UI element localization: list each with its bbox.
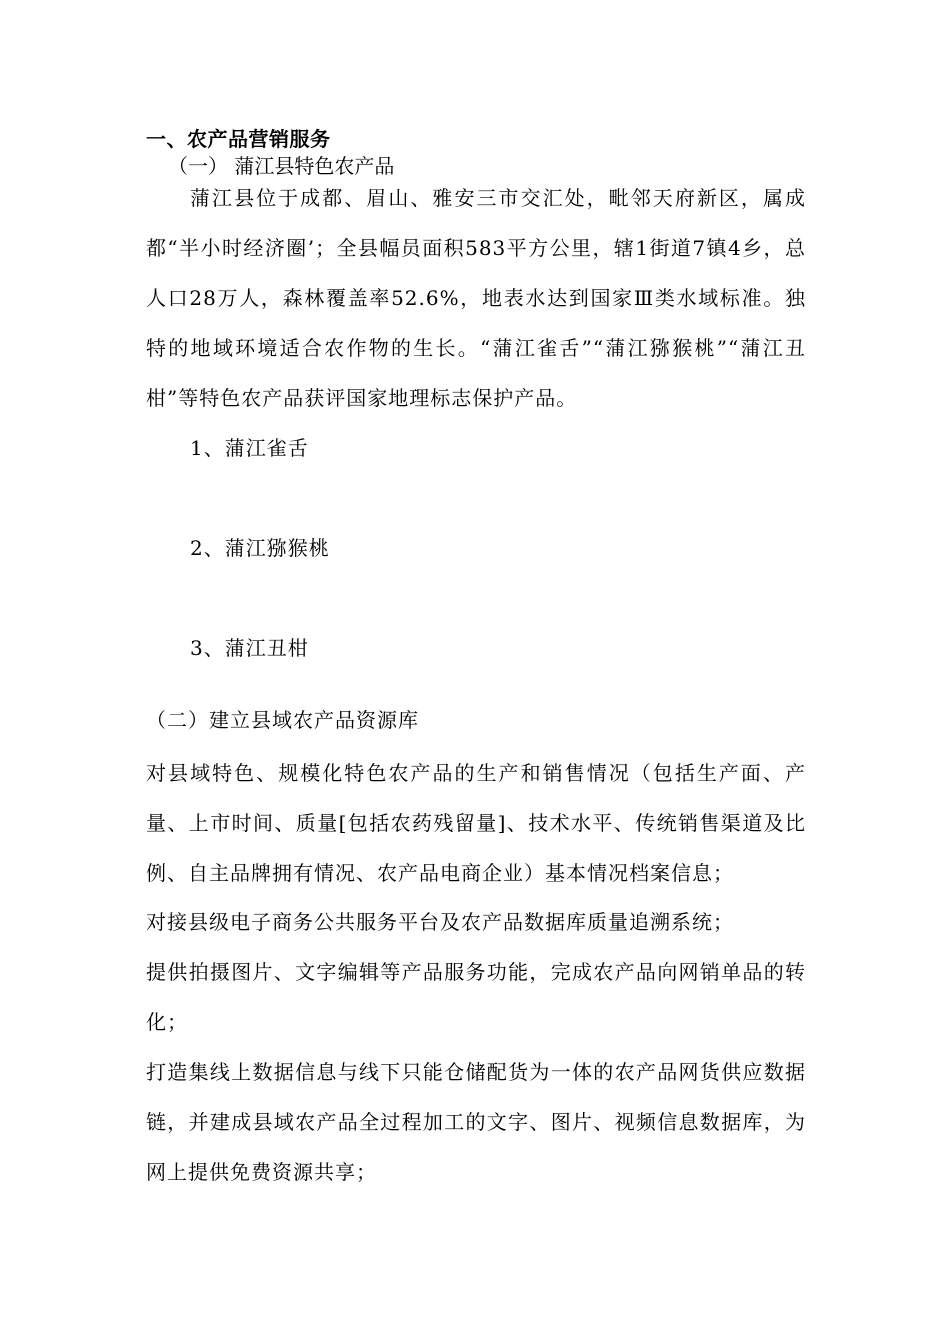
resource-paragraph-4: 打造集线上数据信息与线下只能仓储配货为一体的农产品网货供应数据链，并建成县域农产品全过程加工的文字、图片、视频信息数据库，为网上提供免费资源共享； (146, 1060, 806, 1184)
intro-paragraph: 蒲江县位于成都、眉山、雅安三市交汇处，毗邻天府新区，属成都“半小时经济圈’；全县幅员面积583平方公里，辖1街道7镇4乡，总人口28万人，森林覆盖率52.6%，地表水达到国家Ⅲ类水域标准。独特的地域环境适合农作物的生长。“蒲江雀舌”“蒲江猕猴桃”“蒲江丑柑”等特色农产品获评国家地理标志保护产品。 (146, 186, 806, 410)
product-item-1: 1、蒲江雀舌 (190, 436, 309, 460)
subsection-heading: （一） 蒲江县特色农产品 (168, 154, 395, 178)
product-item-3: 3、蒲江丑柑 (190, 636, 309, 660)
subsection-heading-2: （二）建立县域农产品资源库 (146, 708, 419, 732)
resource-paragraph-2: 对接县级电子商务公共服务平台及农产品数据库质量追溯系统； (146, 910, 734, 934)
product-item-2: 2、蒲江猕猴桃 (190, 536, 330, 560)
resource-paragraph-1: 对县域特色、规模化特色农产品的生产和销售情况（包括生产面、产量、上市时间、质量[包括农药残留量]、技术水平、传统销售渠道及比例、自主品牌拥有情况、农产品电商企业）基本情况档案信息； (146, 761, 806, 885)
section-heading: 一、农产品营销服务 (146, 127, 331, 151)
resource-paragraph-3: 提供拍摄图片、文字编辑等产品服务功能，完成农产品向网销单品的转化； (146, 960, 806, 1034)
